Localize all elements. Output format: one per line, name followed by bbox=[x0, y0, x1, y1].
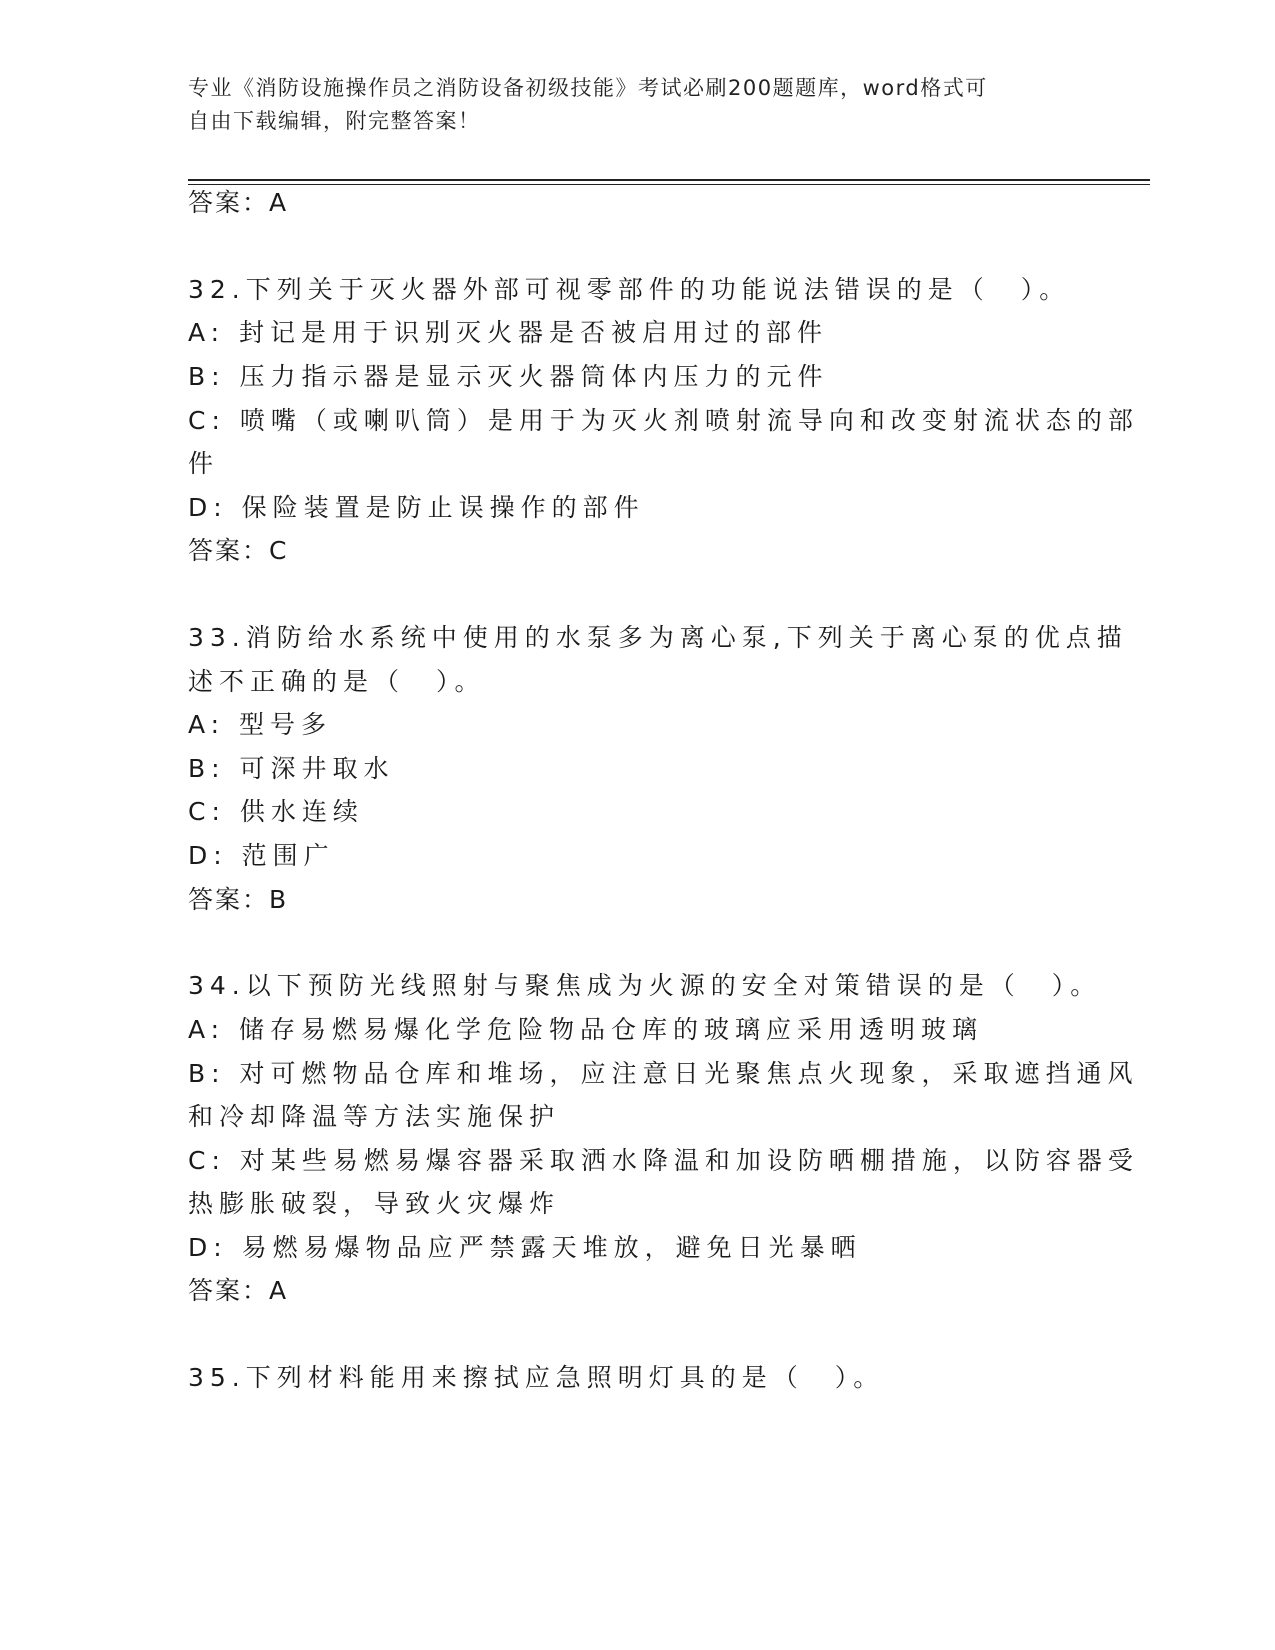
question-33-stem: 33.消防给水系统中使用的水泵多为离心泵,下列关于离心泵的优点描 bbox=[188, 623, 1128, 652]
question-32-stem: 32.下列关于灭火器外部可视零部件的功能说法错误的是（ ）。 bbox=[188, 275, 1071, 304]
question-33-answer: 答案：B bbox=[188, 885, 289, 914]
question-32-option-c-cont: 件 bbox=[188, 449, 220, 478]
question-33-option-c: C: 供水连续 bbox=[188, 797, 364, 826]
question-32-option-a: A: 封记是用于识别灭火器是否被启用过的部件 bbox=[188, 318, 829, 347]
question-34-stem: 34.以下预防光线照射与聚焦成为火源的安全对策错误的是（ ）。 bbox=[188, 971, 1102, 1000]
header-rule-thick bbox=[188, 179, 1150, 181]
header-line-1: 专业《消防设施操作员之消防设备初级技能》考试必刷200题题库，word格式可 bbox=[188, 76, 988, 100]
question-34-option-d: D: 易燃易爆物品应严禁露天堆放，避免日光暴晒 bbox=[188, 1233, 862, 1262]
question-34-option-c-cont: 热膨胀破裂，导致火灾爆炸 bbox=[188, 1189, 561, 1218]
question-34-option-c: C: 对某些易燃易爆容器采取洒水降温和加设防晒棚措施，以防容器受 bbox=[188, 1146, 1139, 1175]
question-32-option-b: B: 压力指示器是显示灭火器筒体内压力的元件 bbox=[188, 362, 829, 391]
question-32-option-c: C: 喷嘴（或喇叭筒）是用于为灭火剂喷射流导向和改变射流状态的部 bbox=[188, 406, 1139, 435]
question-35-stem: 35.下列材料能用来擦拭应急照明灯具的是（ ）。 bbox=[188, 1363, 885, 1392]
question-34-answer: 答案：A bbox=[188, 1276, 289, 1305]
question-33-option-a: A: 型号多 bbox=[188, 710, 333, 739]
question-32-answer: 答案：C bbox=[188, 536, 289, 565]
header-line-2: 自由下载编辑，附完整答案！ bbox=[188, 109, 481, 133]
question-33-option-d: D: 范围广 bbox=[188, 841, 335, 870]
document-header bbox=[188, 72, 1068, 138]
header-rule-thin bbox=[188, 184, 1150, 185]
question-32-option-d: D: 保险装置是防止误操作的部件 bbox=[188, 493, 645, 522]
previous-answer: 答案：A bbox=[188, 188, 289, 217]
question-33-stem-cont: 述不正确的是（ ）。 bbox=[188, 667, 486, 696]
question-34-option-a: A: 储存易燃易爆化学危险物品仓库的玻璃应采用透明玻璃 bbox=[188, 1015, 984, 1044]
question-34-option-b: B: 对可燃物品仓库和堆场，应注意日光聚焦点火现象，采取遮挡通风 bbox=[188, 1059, 1139, 1088]
question-34-option-b-cont: 和冷却降温等方法实施保护 bbox=[188, 1102, 561, 1131]
question-33-option-b: B: 可深井取水 bbox=[188, 754, 395, 783]
